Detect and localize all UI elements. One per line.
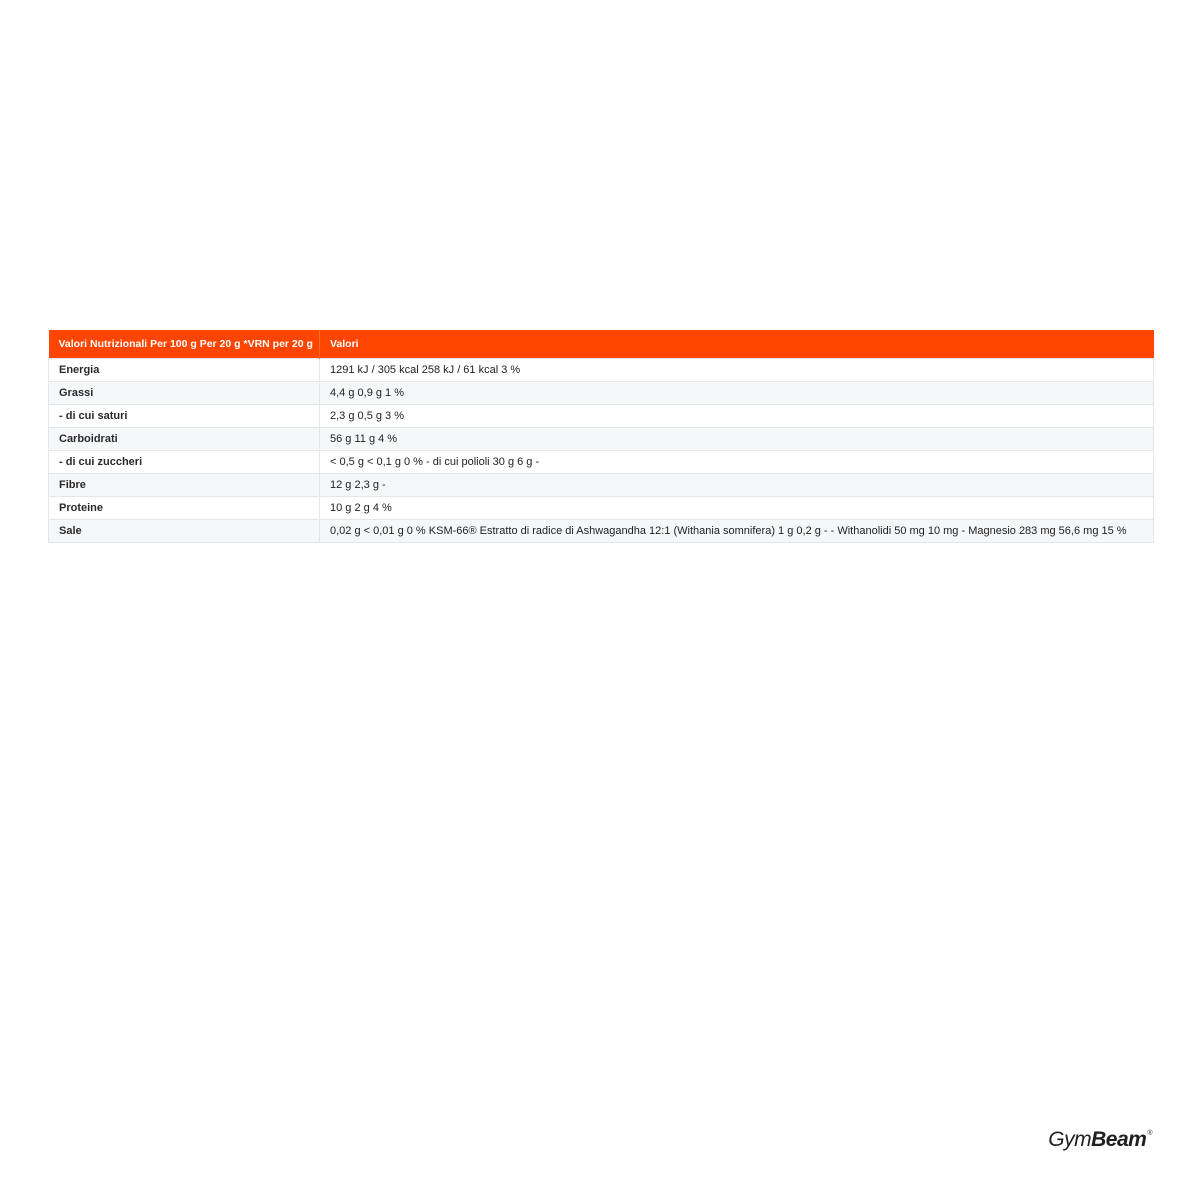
table-row xyxy=(49,405,1154,428)
nutrient-name: Fibre xyxy=(49,474,320,497)
nutrient-value: < 0,5 g < 0,1 g 0 % - di cui polioli 30 g 6 g - xyxy=(320,451,1154,474)
nutrient-value: 2,3 g 0,5 g 3 % xyxy=(320,405,1154,428)
registered-mark: ® xyxy=(1147,1130,1152,1137)
nutrient-name: Energia xyxy=(49,359,320,382)
nutrient-name: - di cui saturi xyxy=(49,405,320,428)
logo-text-gym: Gym xyxy=(1048,1128,1092,1151)
nutrient-value: 0,02 g < 0,01 g 0 % KSM-66® Estratto di radice di Ashwagandha 12:1 (Withania somnifera) 1 g 0,2 g - - Withanolidi 50 mg 10 mg - Magnesio 283 mg 56,6 mg 15 % xyxy=(320,520,1154,543)
table-header-row xyxy=(49,330,1154,359)
nutrient-name: Carboidrati xyxy=(49,428,320,451)
table-row xyxy=(49,382,1154,405)
nutrient-value: 4,4 g 0,9 g 1 % xyxy=(320,382,1154,405)
nutrient-name: Grassi xyxy=(49,382,320,405)
table-row xyxy=(49,451,1154,474)
table-row xyxy=(49,474,1154,497)
nutrition-table-container xyxy=(48,330,1154,543)
nutrient-value: 1291 kJ / 305 kcal 258 kJ / 61 kcal 3 % xyxy=(320,359,1154,382)
table-row xyxy=(49,520,1154,543)
nutrient-value: 12 g 2,3 g - xyxy=(320,474,1154,497)
table-header xyxy=(49,330,1154,359)
logo-text-beam: Beam xyxy=(1091,1128,1147,1151)
nutrient-value: 10 g 2 g 4 % xyxy=(320,497,1154,520)
nutrient-value: 56 g 11 g 4 % xyxy=(320,428,1154,451)
table-body xyxy=(49,359,1154,543)
gymbeam-logo xyxy=(1048,1128,1152,1152)
nutrient-name: - di cui zuccheri xyxy=(49,451,320,474)
nutrition-table xyxy=(48,330,1154,543)
table-row xyxy=(49,497,1154,520)
table-row xyxy=(49,359,1154,382)
nutrient-name: Sale xyxy=(49,520,320,543)
column-header-nutritional-values: Valori Nutrizionali Per 100 g Per 20 g *VRN per 20 g xyxy=(49,330,320,359)
nutrient-name: Proteine xyxy=(49,497,320,520)
table-row xyxy=(49,428,1154,451)
column-header-values: Valori xyxy=(320,330,1154,359)
